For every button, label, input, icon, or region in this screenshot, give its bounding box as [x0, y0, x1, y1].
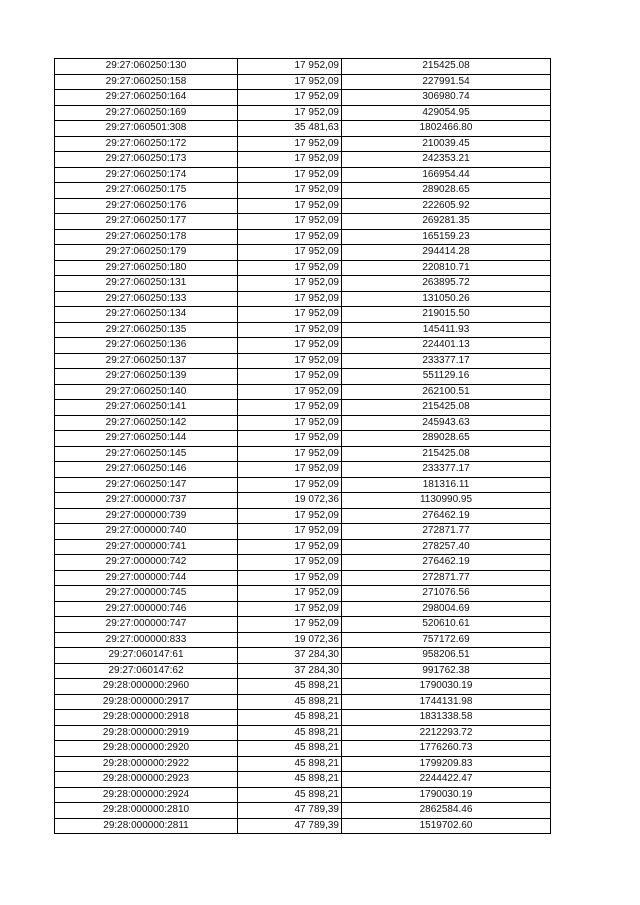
area-cell: 17 952,09 — [238, 74, 342, 90]
cadastral-number-cell: 29:28:000000:2919 — [55, 725, 238, 741]
table-row — [55, 787, 551, 803]
cadastral-number-cell: 29:27:060501:308 — [55, 121, 238, 137]
area-cell: 17 952,09 — [238, 400, 342, 416]
cadastral-number-cell: 29:27:060147:62 — [55, 663, 238, 679]
area-cell: 45 898,21 — [238, 725, 342, 741]
cadastral-number-cell: 29:27:060250:142 — [55, 415, 238, 431]
cadastral-value-cell: 1744131.98 — [342, 694, 551, 710]
cadastral-value-cell: 1790030.19 — [342, 787, 551, 803]
table-row — [55, 772, 551, 788]
cadastral-value-cell: 263895.72 — [342, 276, 551, 292]
cadastral-value-cell: 2244422.47 — [342, 772, 551, 788]
cadastral-value-cell: 271076.56 — [342, 586, 551, 602]
area-cell: 45 898,21 — [238, 694, 342, 710]
cadastral-number-cell: 29:27:000000:740 — [55, 524, 238, 540]
area-cell: 17 952,09 — [238, 617, 342, 633]
area-cell: 47 789,39 — [238, 818, 342, 834]
table-body — [55, 59, 551, 834]
area-cell: 17 952,09 — [238, 586, 342, 602]
table-row — [55, 462, 551, 478]
cadastral-number-cell: 29:28:000000:2923 — [55, 772, 238, 788]
cadastral-value-cell: 233377.17 — [342, 353, 551, 369]
area-cell: 45 898,21 — [238, 756, 342, 772]
cadastral-number-cell: 29:27:060250:179 — [55, 245, 238, 261]
table-row — [55, 183, 551, 199]
cadastral-number-cell: 29:27:060250:135 — [55, 322, 238, 338]
cadastral-number-cell: 29:27:060250:175 — [55, 183, 238, 199]
table-row — [55, 570, 551, 586]
cadastral-number-cell: 29:28:000000:2922 — [55, 756, 238, 772]
cadastral-number-cell: 29:27:060250:169 — [55, 105, 238, 121]
cadastral-value-cell: 2212293.72 — [342, 725, 551, 741]
table-row — [55, 508, 551, 524]
area-cell: 17 952,09 — [238, 415, 342, 431]
table-row — [55, 694, 551, 710]
cadastral-number-cell: 29:27:060250:131 — [55, 276, 238, 292]
area-cell: 17 952,09 — [238, 601, 342, 617]
area-cell: 17 952,09 — [238, 183, 342, 199]
cadastral-number-cell: 29:28:000000:2917 — [55, 694, 238, 710]
cadastral-number-cell: 29:27:000000:737 — [55, 493, 238, 509]
table-row — [55, 59, 551, 75]
cadastral-number-cell: 29:27:060250:146 — [55, 462, 238, 478]
cadastral-value-cell: 1130990.95 — [342, 493, 551, 509]
table-row — [55, 74, 551, 90]
cadastral-number-cell: 29:27:060147:61 — [55, 648, 238, 664]
cadastral-number-cell: 29:27:000000:739 — [55, 508, 238, 524]
cadastral-number-cell: 29:27:060250:172 — [55, 136, 238, 152]
area-cell: 19 072,36 — [238, 632, 342, 648]
cadastral-value-cell: 233377.17 — [342, 462, 551, 478]
table-row — [55, 539, 551, 555]
cadastral-number-cell: 29:27:060250:177 — [55, 214, 238, 230]
cadastral-number-cell: 29:27:060250:178 — [55, 229, 238, 245]
table-row — [55, 136, 551, 152]
cadastral-value-cell: 276462.19 — [342, 508, 551, 524]
cadastral-value-cell: 1776260.73 — [342, 741, 551, 757]
area-cell: 17 952,09 — [238, 214, 342, 230]
cadastral-value-cell: 958206.51 — [342, 648, 551, 664]
cadastral-value-cell: 220810.71 — [342, 260, 551, 276]
cadastral-number-cell: 29:27:060250:137 — [55, 353, 238, 369]
cadastral-number-cell: 29:27:060250:164 — [55, 90, 238, 106]
area-cell: 17 952,09 — [238, 59, 342, 75]
cadastral-value-cell: 551129.16 — [342, 369, 551, 385]
area-cell: 17 952,09 — [238, 338, 342, 354]
cadastral-value-cell: 520610.61 — [342, 617, 551, 633]
table-row — [55, 307, 551, 323]
area-cell: 17 952,09 — [238, 353, 342, 369]
table-row — [55, 121, 551, 137]
cadastral-value-cell: 262100.51 — [342, 384, 551, 400]
table-row — [55, 741, 551, 757]
table-row — [55, 291, 551, 307]
cadastral-number-cell: 29:27:060250:134 — [55, 307, 238, 323]
table-row — [55, 524, 551, 540]
area-cell: 17 952,09 — [238, 260, 342, 276]
cadastral-number-cell: 29:27:060250:158 — [55, 74, 238, 90]
cadastral-number-cell: 29:28:000000:2810 — [55, 803, 238, 819]
area-cell: 17 952,09 — [238, 291, 342, 307]
area-cell: 17 952,09 — [238, 431, 342, 447]
table-row — [55, 586, 551, 602]
cadastral-value-cell: 215425.08 — [342, 59, 551, 75]
area-cell: 37 284,30 — [238, 648, 342, 664]
cadastral-number-cell: 29:27:000000:742 — [55, 555, 238, 571]
table-row — [55, 415, 551, 431]
area-cell: 17 952,09 — [238, 167, 342, 183]
area-cell: 17 952,09 — [238, 462, 342, 478]
table-row — [55, 400, 551, 416]
cadastral-number-cell: 29:27:060250:136 — [55, 338, 238, 354]
cadastral-number-cell: 29:27:000000:833 — [55, 632, 238, 648]
table-row — [55, 477, 551, 493]
area-cell: 45 898,21 — [238, 679, 342, 695]
area-cell: 17 952,09 — [238, 477, 342, 493]
cadastral-value-cell: 278257.40 — [342, 539, 551, 555]
table-row — [55, 663, 551, 679]
cadastral-number-cell: 29:28:000000:2924 — [55, 787, 238, 803]
table-row — [55, 198, 551, 214]
table-row — [55, 818, 551, 834]
cadastral-number-cell: 29:27:060250:173 — [55, 152, 238, 168]
table-row — [55, 725, 551, 741]
cadastral-value-cell: 298004.69 — [342, 601, 551, 617]
cadastral-number-cell: 29:28:000000:2918 — [55, 710, 238, 726]
cadastral-number-cell: 29:27:000000:746 — [55, 601, 238, 617]
cadastral-value-cell: 219015.50 — [342, 307, 551, 323]
cadastral-value-cell: 1831338.58 — [342, 710, 551, 726]
cadastral-value-cell: 1519702.60 — [342, 818, 551, 834]
table-row — [55, 369, 551, 385]
cadastral-value-cell: 429054.95 — [342, 105, 551, 121]
area-cell: 17 952,09 — [238, 524, 342, 540]
cadastral-number-cell: 29:27:000000:744 — [55, 570, 238, 586]
area-cell: 17 952,09 — [238, 276, 342, 292]
area-cell: 19 072,36 — [238, 493, 342, 509]
area-cell: 17 952,09 — [238, 539, 342, 555]
area-cell: 17 952,09 — [238, 508, 342, 524]
cadastral-value-cell: 165159.23 — [342, 229, 551, 245]
table-row — [55, 322, 551, 338]
area-cell: 17 952,09 — [238, 369, 342, 385]
table-row — [55, 214, 551, 230]
cadastral-number-cell: 29:27:060250:180 — [55, 260, 238, 276]
area-cell: 17 952,09 — [238, 322, 342, 338]
area-cell: 37 284,30 — [238, 663, 342, 679]
cadastral-value-cell: 289028.65 — [342, 431, 551, 447]
area-cell: 17 952,09 — [238, 384, 342, 400]
area-cell: 47 789,39 — [238, 803, 342, 819]
cadastral-value-cell: 242353.21 — [342, 152, 551, 168]
area-cell: 17 952,09 — [238, 152, 342, 168]
area-cell: 17 952,09 — [238, 555, 342, 571]
table-row — [55, 276, 551, 292]
table-row — [55, 617, 551, 633]
cadastral-number-cell: 29:27:000000:741 — [55, 539, 238, 555]
table-row — [55, 338, 551, 354]
cadastral-value-cell: 2862584.46 — [342, 803, 551, 819]
table-row — [55, 105, 551, 121]
cadastral-value-cell: 166954.44 — [342, 167, 551, 183]
cadastral-value-cell: 181316.11 — [342, 477, 551, 493]
cadastral-number-cell: 29:27:060250:147 — [55, 477, 238, 493]
cadastral-value-cell: 306980.74 — [342, 90, 551, 106]
cadastral-number-cell: 29:27:060250:133 — [55, 291, 238, 307]
cadastral-value-cell: 215425.08 — [342, 400, 551, 416]
cadastral-number-cell: 29:28:000000:2920 — [55, 741, 238, 757]
cadastral-value-cell: 272871.77 — [342, 524, 551, 540]
cadastral-value-cell: 227991.54 — [342, 74, 551, 90]
area-cell: 17 952,09 — [238, 90, 342, 106]
cadastral-value-cell: 1802466.80 — [342, 121, 551, 137]
area-cell: 45 898,21 — [238, 772, 342, 788]
cadastral-value-cell: 245943.63 — [342, 415, 551, 431]
cadastral-number-cell: 29:27:060250:144 — [55, 431, 238, 447]
area-cell: 35 481,63 — [238, 121, 342, 137]
area-cell: 17 952,09 — [238, 105, 342, 121]
table-row — [55, 648, 551, 664]
cadastral-number-cell: 29:27:060250:139 — [55, 369, 238, 385]
area-cell: 45 898,21 — [238, 741, 342, 757]
cadastral-value-cell: 1790030.19 — [342, 679, 551, 695]
table-row — [55, 152, 551, 168]
table-row — [55, 245, 551, 261]
table-row — [55, 167, 551, 183]
table-row — [55, 384, 551, 400]
table-row — [55, 756, 551, 772]
area-cell: 17 952,09 — [238, 570, 342, 586]
cadastral-value-cell: 991762.38 — [342, 663, 551, 679]
table-row — [55, 260, 551, 276]
area-cell: 17 952,09 — [238, 229, 342, 245]
cadastral-value-cell: 1799209.83 — [342, 756, 551, 772]
area-cell: 17 952,09 — [238, 136, 342, 152]
table-row — [55, 493, 551, 509]
cadastral-value-cell: 269281.35 — [342, 214, 551, 230]
cadastral-number-cell: 29:28:000000:2960 — [55, 679, 238, 695]
cadastral-number-cell: 29:27:060250:130 — [55, 59, 238, 75]
area-cell: 17 952,09 — [238, 307, 342, 323]
cadastral-number-cell: 29:27:060250:141 — [55, 400, 238, 416]
cadastral-value-cell: 289028.65 — [342, 183, 551, 199]
cadastral-number-cell: 29:27:060250:145 — [55, 446, 238, 462]
cadastral-value-cell: 276462.19 — [342, 555, 551, 571]
cadastral-value-cell: 210039.45 — [342, 136, 551, 152]
area-cell: 17 952,09 — [238, 446, 342, 462]
cadastral-value-cell: 272871.77 — [342, 570, 551, 586]
table-row — [55, 555, 551, 571]
cadastral-value-cell: 222605.92 — [342, 198, 551, 214]
cadastral-number-cell: 29:27:060250:140 — [55, 384, 238, 400]
cadastral-value-cell: 757172.69 — [342, 632, 551, 648]
table-row — [55, 431, 551, 447]
cadastral-value-cell: 131050.26 — [342, 291, 551, 307]
table-row — [55, 446, 551, 462]
table-row — [55, 601, 551, 617]
cadastral-value-table — [54, 58, 551, 834]
cadastral-number-cell: 29:27:000000:747 — [55, 617, 238, 633]
table-row — [55, 632, 551, 648]
table-row — [55, 229, 551, 245]
table-row — [55, 90, 551, 106]
cadastral-number-cell: 29:27:060250:174 — [55, 167, 238, 183]
area-cell: 45 898,21 — [238, 710, 342, 726]
cadastral-value-cell: 145411.93 — [342, 322, 551, 338]
cadastral-value-cell: 224401.13 — [342, 338, 551, 354]
cadastral-number-cell: 29:27:000000:745 — [55, 586, 238, 602]
area-cell: 17 952,09 — [238, 245, 342, 261]
cadastral-value-cell: 294414.28 — [342, 245, 551, 261]
table-row — [55, 710, 551, 726]
cadastral-value-cell: 215425.08 — [342, 446, 551, 462]
cadastral-number-cell: 29:27:060250:176 — [55, 198, 238, 214]
area-cell: 17 952,09 — [238, 198, 342, 214]
table-row — [55, 803, 551, 819]
cadastral-number-cell: 29:28:000000:2811 — [55, 818, 238, 834]
area-cell: 45 898,21 — [238, 787, 342, 803]
table-row — [55, 679, 551, 695]
table-row — [55, 353, 551, 369]
